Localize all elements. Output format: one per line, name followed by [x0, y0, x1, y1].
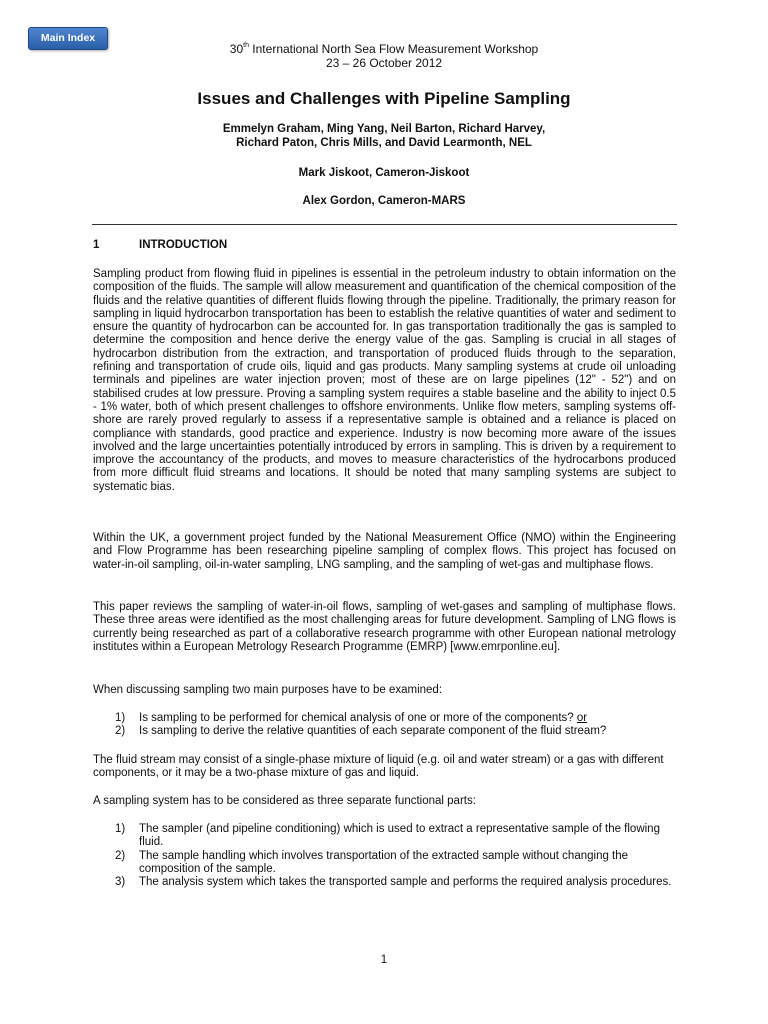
- paper-title: Issues and Challenges with Pipeline Sampling: [197, 89, 571, 108]
- authors-line-1: Emmelyn Graham, Ming Yang, Neil Barton, Richard Harvey,: [222, 123, 546, 135]
- workshop-name: 30th International North Sea Flow Measurement Workshop: [229, 42, 539, 56]
- purposes-list: [93, 712, 676, 739]
- paragraph-intro: Sampling product from flowing fluid in pipelines is essential in the petroleum industry to obtain information on the composition of the fluids. The sample will allow measurement and quantification of the chemical composition of the fluids and the relative quantities of different fluids flowing through the pipeline. Traditionally, the primary reason for sampling in liquid hydrocarbon transportation has been to establish the relative quantities of water and sediment to ensure the quantity of hydrocarbon can be accounted for. In gas transportation traditionally the gas is sampled to determine the composition and hence derive the energy value of the gas. Sampling is crucial in all stages of hydrocarbon distribution from the extraction, and transportation of produced fluids through to the separation, refining and transportation of crude oils, liquid and gas products. Many sampling systems at crude oil unloading terminals and pipelines are water injection proven; most of these are on large pipelines (12" - 52") and on stabilised crudes at low pressure. Proving a sampling system requires a stable baseline and the ability to inject 0.5 - 1% water, both of which present challenges to offshore environments. Unlike flow meters, sampling systems off-shore are rarely proved regularly to assess if a representative sample is obtained and a reliance is placed on compliance with standards, good practice and experience. Industry is now becoming more aware of the issues involved and the large uncertainties potentially introduced by errors in sampling. This is driven by a requirement to improve the accountancy of the products, and moves to measure characteristics of the hydrocarbons produced from more difficult fluid streams and locations. It should be noted that many sampling systems are subject to systematic bias.: [93, 268, 676, 493]
- list-item: 2) Is sampling to derive the relative quantities of each separate component of the fluid stream?: [115, 725, 607, 738]
- authors-line-4: Alex Gordon, Cameron-MARS: [302, 195, 466, 207]
- horizontal-divider: [92, 224, 677, 225]
- list-item: 3) The analysis system which takes the transported sample and performs the required analysis procedures.: [115, 876, 672, 889]
- list-item: 1) The sampler (and pipeline conditioning) which is used to extract a representative sample of the flowing fluid.: [115, 823, 660, 849]
- authors-line-3: Mark Jiskoot, Cameron-Jiskoot: [298, 167, 470, 179]
- paragraph-review: This paper reviews the sampling of water-in-oil flows, sampling of wet-gases and sampling of multiphase flows. These three areas were identified as the most challenging areas for future development. Sampling of LNG flows is currently being researched as part of a collaborative research programme with other European national metrology institutes within a European Metrology Research Programme (EMRP) [www.emrponline.eu].: [93, 601, 676, 653]
- authors-line-2: Richard Paton, Chris Mills, and David Learmonth, NEL: [236, 137, 532, 149]
- paragraph-purposes-intro: When discussing sampling two main purposes have to be examined:: [93, 684, 443, 696]
- page-number: 1: [380, 954, 388, 966]
- paragraph-sampling-system: A sampling system has to be considered as three separate functional parts:: [93, 795, 476, 807]
- parts-list: [93, 823, 676, 889]
- list-item: 2) The sample handling which involves transportation of the extracted sample without changing the composition of the sample.: [115, 849, 629, 875]
- main-index-button[interactable]: Main Index: [28, 27, 108, 50]
- paragraph-uk-project: Within the UK, a government project funded by the National Measurement Office (NMO) within the Engineering and Flow Programme has been researching pipeline sampling of complex flows. This project has focused on water-in-oil sampling, oil-in-water sampling, LNG sampling, and the sampling of wet-gas and multiphase flows.: [93, 532, 676, 571]
- workshop-dates: 23 – 26 October 2012: [325, 56, 443, 70]
- paragraph-fluid-stream: The fluid stream may consist of a single-phase mixture of liquid (e.g. oil and water stream) or a gas with different components, or it may be a two-phase mixture of gas and liquid.: [93, 754, 664, 780]
- list-item: 1) Is sampling to be performed for chemical analysis of one or more of the components? or: [115, 712, 588, 724]
- section-heading: 1 INTRODUCTION: [93, 239, 228, 251]
